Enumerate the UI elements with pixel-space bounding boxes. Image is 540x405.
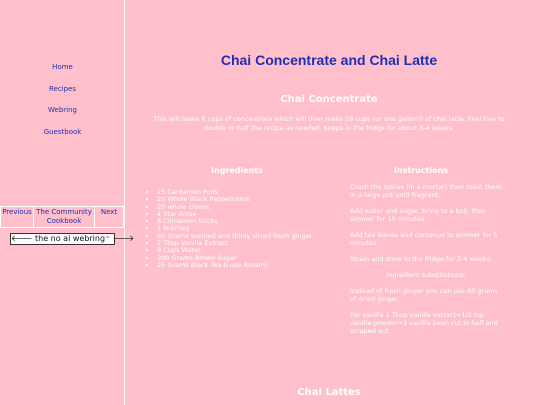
- instruction-step: Add water and sugar, bring to a boil, then simmer for 10 minutes.: [350, 207, 487, 223]
- nav-link-recipes[interactable]: Recipes: [48, 84, 77, 93]
- substitution-item: For vanilla 1 Tbsp vanilla extract=1/2 tsp vanilla powder=1 vanilla bean cut in half and scraped out: [350, 311, 498, 335]
- list-item: • 300 Grams Brown Sugar: [157, 255, 322, 262]
- list-item: • 1 Nutmeg: [157, 225, 322, 232]
- no-ai-webring-badge[interactable]: [10, 233, 135, 245]
- instruction-step: Add tea leaves and contenue to simmer for 5 minutes.: [350, 231, 498, 247]
- sidebar-nav: [0, 61, 125, 147]
- ingredients-heading: Ingredients: [211, 166, 263, 175]
- list-item: • 25 Grams Black Tea (I use Assam): [157, 262, 322, 269]
- substitutions-heading: Ingredient substitutions:: [386, 271, 466, 279]
- sidebar: [0, 0, 135, 405]
- webring-home-link[interactable]: The Community Cookbook: [34, 207, 95, 228]
- list-item: • 8 Cinnamon Sticks: [157, 218, 322, 225]
- instructions-heading: Instructions: [393, 166, 449, 175]
- instructions-column: [350, 183, 502, 343]
- page-title: Chai Concentrate and Chai Latte: [220, 52, 438, 68]
- list-item: • 25 Cardamon Pods: [157, 189, 322, 196]
- substitution-item: Instead of fresh ginger you can use 60 grams of dried ginger.: [350, 287, 498, 303]
- list-item: • 20 Whole Black Peppercorns: [157, 196, 322, 203]
- list-item: • 2 Tbsp Vanilla Extract: [157, 240, 322, 247]
- list-item: • 20 whole cloves: [157, 204, 322, 211]
- list-item: • 60 Grams washed and thinly sliced fresh ginger: [157, 233, 322, 240]
- nav-link-webring[interactable]: Webring: [48, 106, 77, 114]
- webring-nav: [0, 206, 124, 228]
- arrow-right-icon[interactable]: 🡒: [112, 234, 135, 243]
- no-ai-webring-label: the no ai webring: [35, 234, 106, 243]
- section-title-chai-concentrate: Chai Concentrate: [280, 94, 378, 105]
- section-title-chai-lattes: Chai Lattes: [297, 387, 361, 398]
- arrow-left-icon[interactable]: 🡐: [11, 234, 33, 243]
- ingredients-list: [148, 189, 322, 269]
- main-content: [126, 0, 540, 405]
- nav-link-guestbook[interactable]: Guestbook: [43, 127, 82, 136]
- intro-text: This will make 8 cups of concentrate which will then make 16 cups (or one gallon!) of chai latte. Feel free to double or half the recipe as needed. Keeps in the fridge for about 3-4 weeks.: [153, 115, 505, 132]
- no-ai-webring-mark: ™: [105, 236, 111, 242]
- list-item: • 8 Cups Water: [157, 247, 322, 254]
- instruction-step: Crush the spices (in a mortar) then toast them in a large pot until fragrant.: [350, 183, 502, 199]
- list-item: • 4 Star Anise: [157, 211, 322, 218]
- webring-next-link[interactable]: Next: [95, 207, 124, 228]
- nav-link-home[interactable]: Home: [52, 63, 73, 71]
- webring-previous-link[interactable]: Previous: [1, 207, 34, 228]
- instruction-step: Strain and store in the fridge for 3-4 weeks.: [350, 255, 493, 263]
